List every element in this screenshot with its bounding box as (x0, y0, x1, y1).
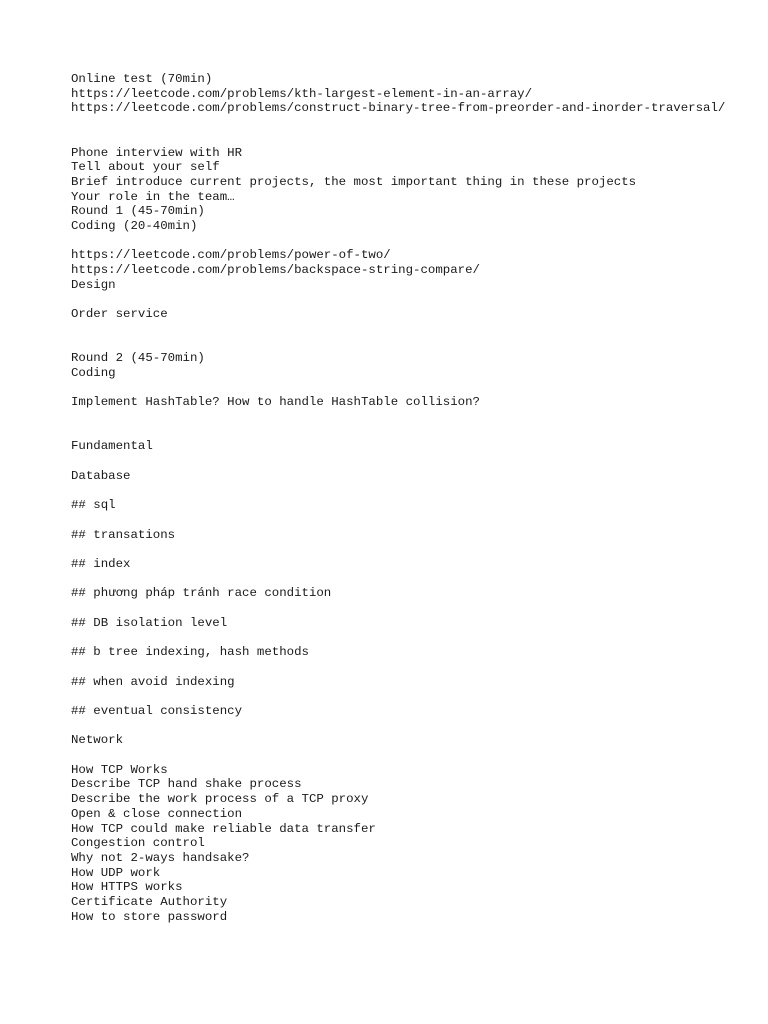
database-topic: ## index (71, 557, 131, 572)
online-test-title: Online test (70min) (71, 72, 213, 86)
fundamental-title: Fundamental (71, 439, 153, 454)
network-topic: How TCP could make reliable data transfer (71, 821, 376, 836)
leetcode-link[interactable]: https://leetcode.com/problems/backspace-string-compare/ (71, 263, 480, 278)
network-topic: How UDP work (71, 865, 161, 880)
document-body (71, 72, 731, 925)
phone-interview-item: Your role in the team… (71, 189, 235, 204)
round1-design-label: Design (71, 277, 116, 292)
database-topic: ## phương pháp tránh race condition (71, 586, 332, 601)
network-topic: Why not 2-ways handsake? (71, 851, 250, 865)
round1-coding-label: Coding (20-40min) (71, 219, 198, 234)
network-label: Network (71, 733, 124, 748)
round1-design-topic: Order service (71, 307, 168, 322)
database-topic: ## DB isolation level (71, 615, 228, 630)
database-topic: ## when avoid indexing (71, 674, 235, 689)
network-topic: Describe the work process of a TCP proxy (71, 792, 369, 807)
database-topic: ## b tree indexing, hash methods (71, 645, 309, 660)
phone-interview-item: Tell about your self (71, 160, 220, 175)
network-topic: Certificate Authority (71, 895, 228, 910)
network-topic: Congestion control (71, 836, 205, 851)
database-topic: ## eventual consistency (71, 704, 243, 718)
network-topic: How TCP Works (71, 762, 168, 777)
leetcode-link[interactable]: https://leetcode.com/problems/kth-largest-element-in-an-array/ (71, 86, 533, 101)
network-topic: How to store password (71, 909, 228, 924)
database-topic: ## sql (71, 498, 116, 513)
leetcode-link[interactable]: https://leetcode.com/problems/construct-binary-tree-from-preorder-and-inorder-traversal/ (71, 101, 726, 116)
network-topic: Describe TCP hand shake process (71, 777, 302, 792)
database-label: Database (71, 468, 131, 483)
network-topic: How HTTPS works (71, 880, 183, 895)
leetcode-link[interactable]: https://leetcode.com/problems/power-of-two/ (71, 248, 391, 263)
round1-title: Round 1 (45-70min) (71, 204, 205, 219)
round2-question: Implement HashTable? How to handle HashTable collision? (71, 395, 480, 410)
network-topic: Open & close connection (71, 806, 243, 821)
round2-coding-label: Coding (71, 366, 116, 380)
round2-title: Round 2 (45-70min) (71, 351, 205, 366)
phone-interview-title: Phone interview with HR (71, 145, 243, 160)
phone-interview-item: Brief introduce current projects, the most important thing in these projects (71, 174, 637, 189)
database-topic: ## transations (71, 527, 176, 542)
